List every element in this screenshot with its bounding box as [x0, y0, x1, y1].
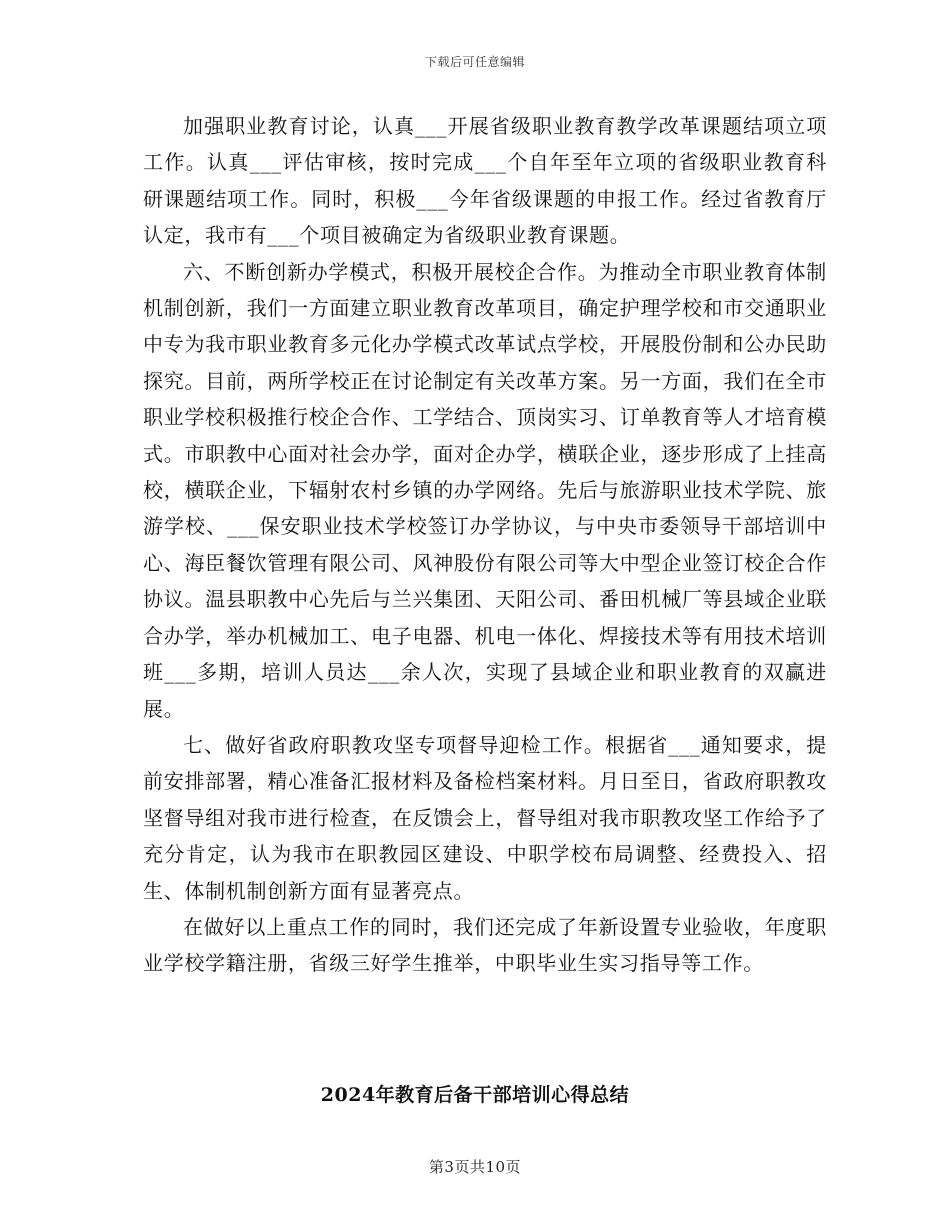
paragraph: 七、做好省政府职教攻坚专项督导迎检工作。根据省___通知要求，提前安排部署，精心准备汇报材料及备检档案材料。月日至日，省政府职教攻坚督导组对我市进行检查，在反馈会上，督导组对我市职教攻坚工作给予了充分肯定，认为我市在职教园区建设、中职学校布局调整、经费投入、招生、体制机制创新方面有显著亮点。 — [143, 732, 827, 903]
paragraph: 加强职业教育讨论，认真___开展省级职业教育教学改革课题结项立项工作。认真___评估审核，按时完成___个自年至年立项的省级职业教育科研课题结项工作。同时，积极___今年省级课题的申报工作。经过省教育厅认定，我市有___个项目被确定为省级职业教育课题。 — [143, 114, 827, 248]
paragraph: 在做好以上重点工作的同时，我们还完成了年新设置专业验收，年度职业学校学籍注册，省级三好学生推举，中职毕业生实习指导等工作。 — [143, 914, 827, 976]
document-body — [143, 108, 827, 982]
paragraph: 六、不断创新办学模式，积极开展校企合作。为推动全市职业教育体制机制创新，我们一方面建立职业教育改革项目，确定护理学校和市交通职业中专为我市职业教育多元化办学模式改革试点学校，开展股份制和公办民助探究。目前，两所学校正在讨论制定有关改革方案。另一方面，我们在全市职业学校积极推行校企合作、工学结合、顶岗实习、订单教育等人才培育模式。市职教中心面对社会办学，面对企办学，横联企业，逐步形成了上挂高校，横联企业，下辐射农村乡镇的办学网络。先后与旅游职业技术学院、旅游学校、___保安职业技术学校签订办学协议，与中央市委领导干部培训中心、海臣餐饮管理有限公司、风神股份有限公司等大中型企业签订校企合作协议。温县职教中心先后与兰兴集团、天阳公司、番田机械厂等县域企业联合办学，举办机械加工、电子电器、机电一体化、焊接技术等有用技术培训班___多期，培训人员达___余人次，实现了县域企业和职业教育的双赢进展。 — [143, 259, 827, 721]
page-number: 第3页共10页 — [428, 1158, 522, 1176]
section-title: 2024年教育后备干部培训心得总结 — [320, 1084, 630, 1106]
header-note: 下载后可任意编辑 — [424, 55, 525, 69]
